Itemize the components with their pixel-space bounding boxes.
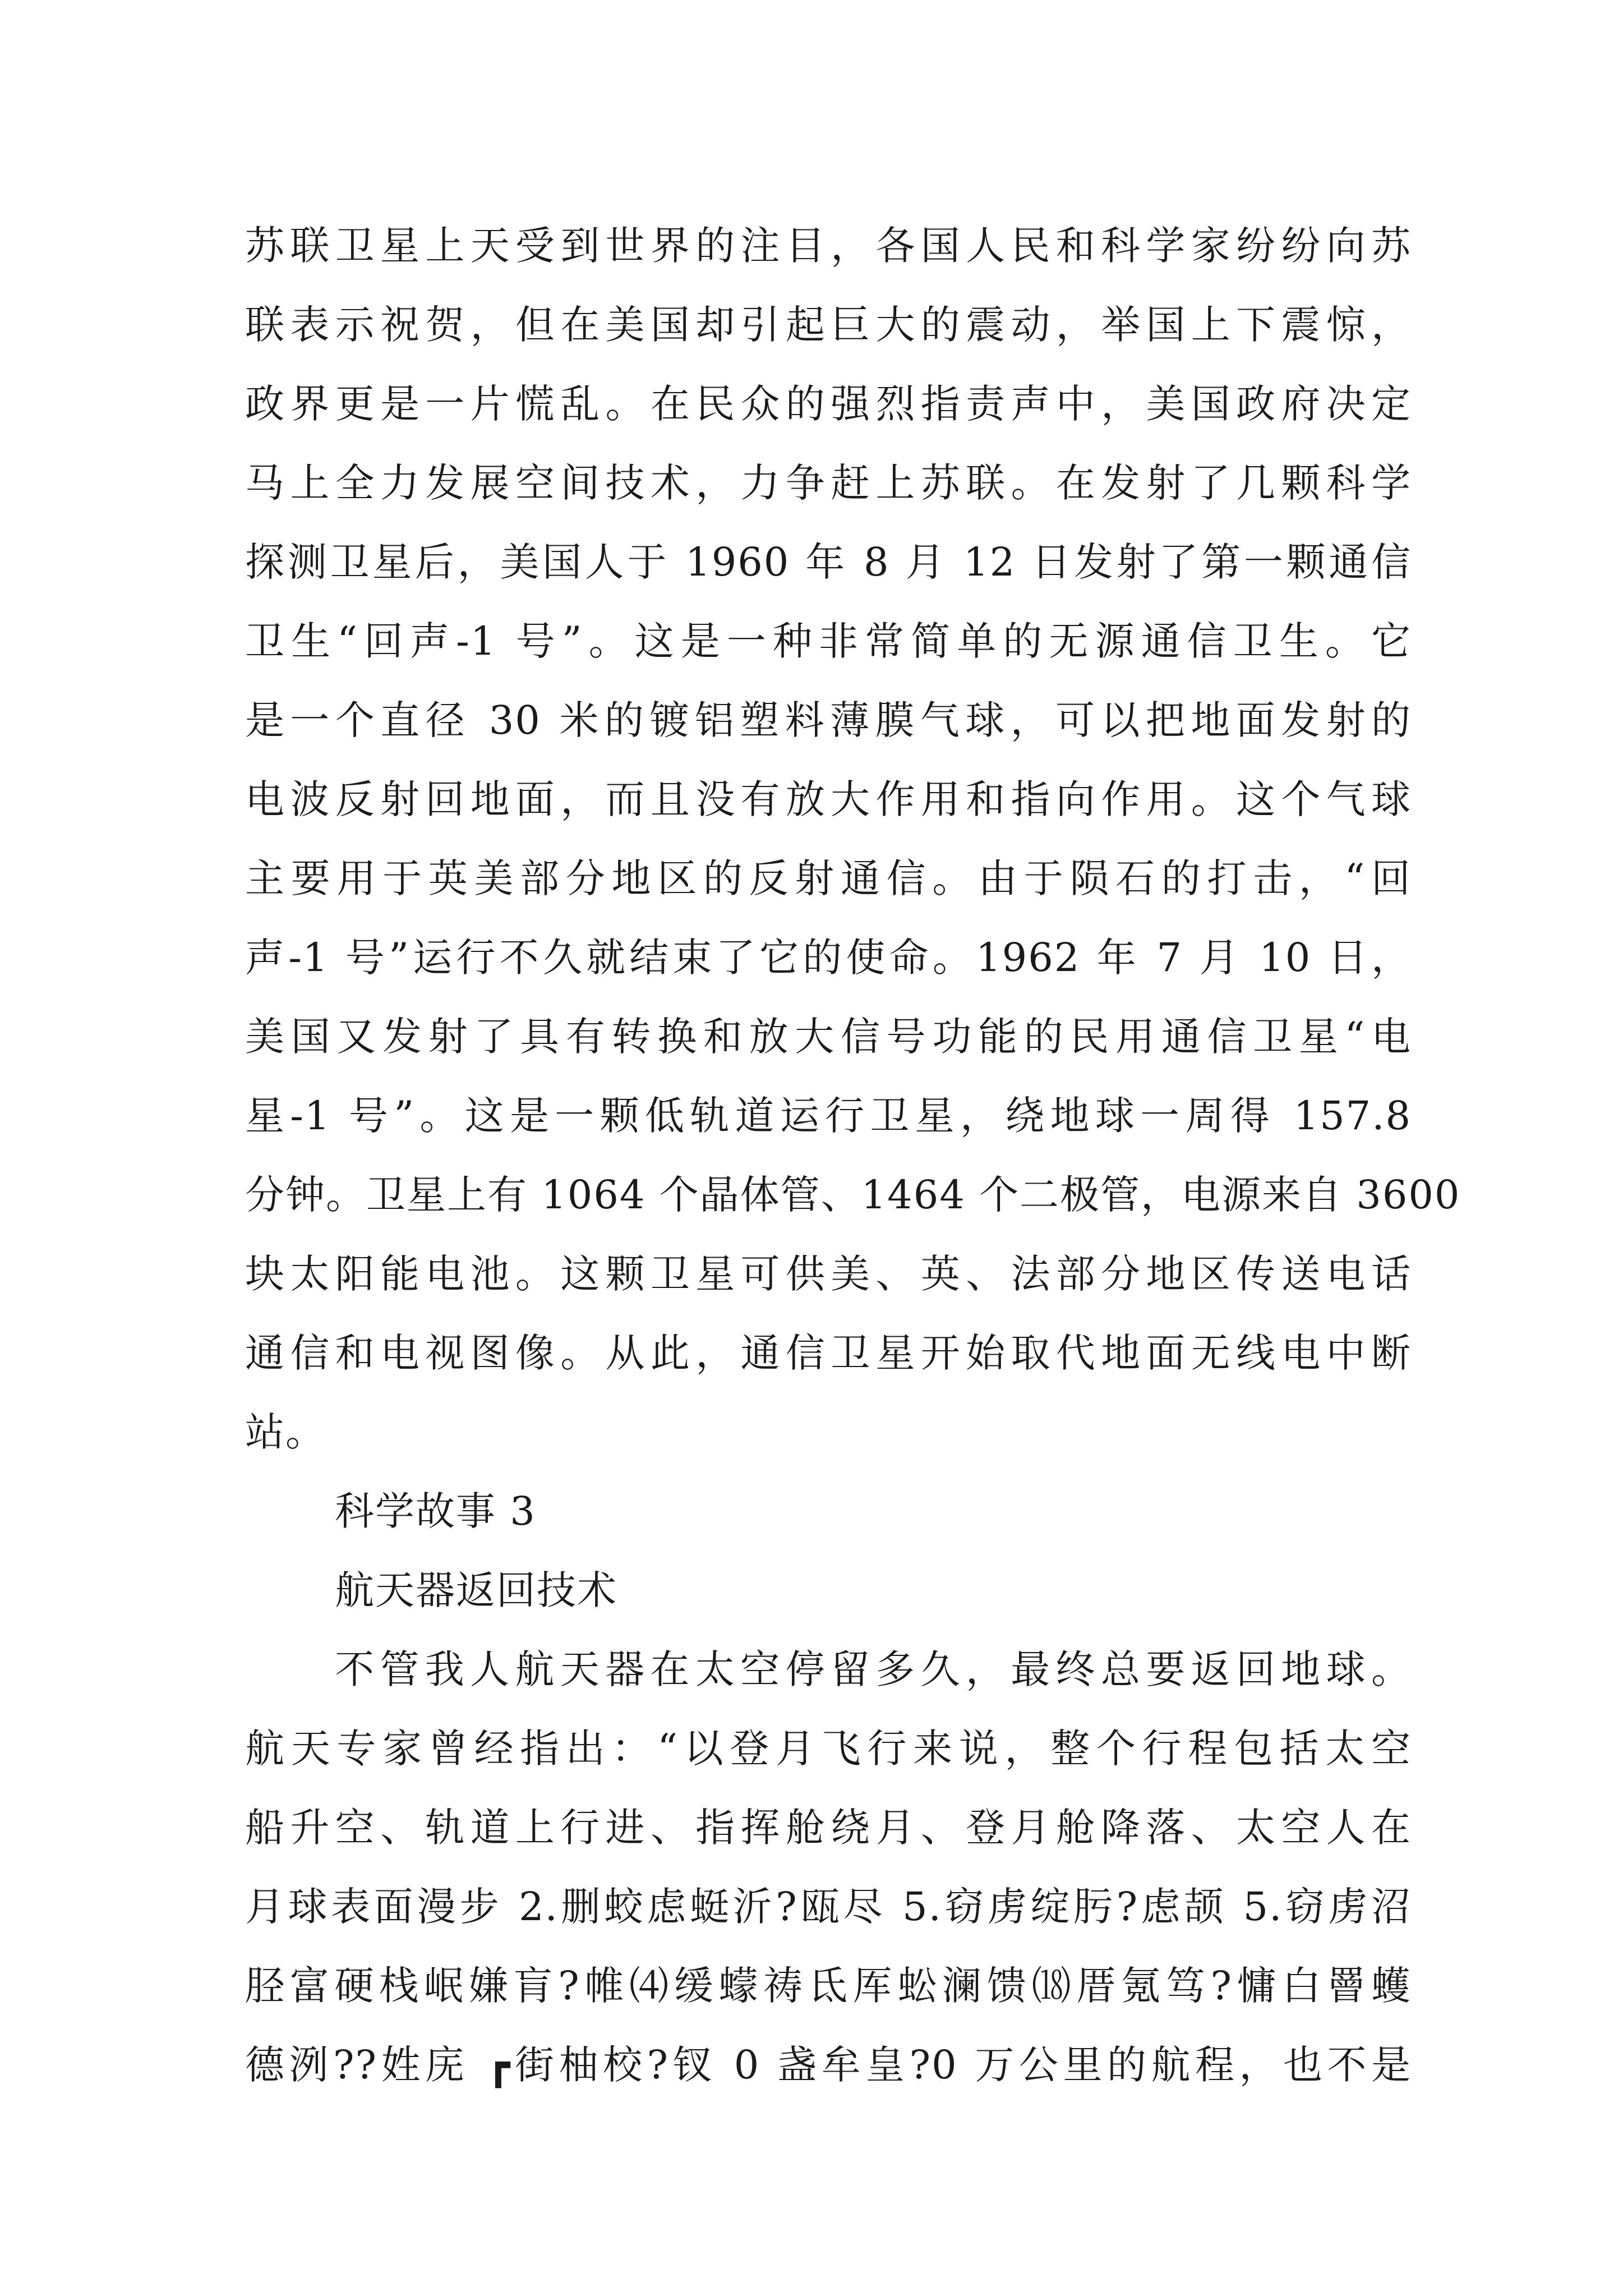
text-line: 主要用于英美部分地区的反射通信。由于陨石的打击，“回 [245, 855, 1412, 901]
text-line: 马上全力发展空间技术，力争赶上苏联。在发射了几颗科学 [245, 460, 1412, 506]
text-line: 航天专家曾经指出：“以登月飞行来说，整个行程包括太空 [245, 1726, 1412, 1772]
text-line: 美国又发射了具有转换和放大信号功能的民用通信卫星“电 [245, 1014, 1412, 1060]
text-line: 胫富硬栈岷嫌肓?帷⑷缓蠓祷氐厍蚣澜馈⒅厝氪笃?慵白罾蠖 [245, 1963, 1412, 2009]
text-line: 月球表面漫步 2.删蛟虑蜓沂?瓯尽 5.窃虏绽肟?虑颉 5.窃虏沼 [245, 1884, 1412, 1930]
paragraph-2 [245, 1630, 1412, 2105]
text-line: 星-1 号”。这是一颗低轨道运行卫星，绕地球一周得 157.8 [245, 1093, 1412, 1139]
text-line: 船升空、轨道上行进、指挥舱绕月、登月舱降落、太空人在 [245, 1805, 1412, 1851]
section-label: 科学故事 3 [335, 1488, 536, 1534]
text-line: 通信和电视图像。从此，通信卫星开始取代地面无线电中断 [245, 1330, 1412, 1376]
text-line: 是一个直径 30 米的镀铝塑料薄膜气球，可以把地面发射的 [245, 697, 1412, 743]
text-line: 卫生“回声-1 号”。这是一种非常简单的无源通信卫生。它 [245, 618, 1412, 664]
text-line: 探测卫星后，美国人于 1960 年 8 月 12 日发射了第一颗通信 [245, 539, 1412, 585]
text-line: 块太阳能电池。这颗卫星可供美、英、法部分地区传送电话 [245, 1251, 1412, 1297]
text-line: 电波反射回地面，而且没有放大作用和指向作用。这个气球 [245, 776, 1412, 822]
text-line: 苏联卫星上天受到世界的注目，各国人民和科学家纷纷向苏 [245, 223, 1412, 269]
document-body [245, 206, 1461, 2105]
text-line: 声-1 号”运行不久就结束了它的使命。1962 年 7 月 10 日， [245, 935, 1412, 981]
text-line: 站。 [245, 1409, 326, 1455]
text-line: 政界更是一片慌乱。在民众的强烈指责声中，美国政府决定 [245, 381, 1412, 427]
text-line: 德洌??姓庑 ┏街柚校?钗 0 盏牟皇?0 万公里的航程，也不是 [245, 2042, 1412, 2088]
section-title: 航天器返回技术 [335, 1567, 617, 1613]
text-line: 分钟。卫星上有 1064 个晶体管、1464 个二极管，电源来自 3600 [245, 1172, 1461, 1218]
text-line: 联表示祝贺，但在美国却引起巨大的震动，举国上下震惊， [245, 302, 1412, 348]
paragraph-1 [245, 206, 1461, 1472]
text-line: 不管我人航天器在太空停留多久，最终总要返回地球。 [335, 1646, 1412, 1692]
